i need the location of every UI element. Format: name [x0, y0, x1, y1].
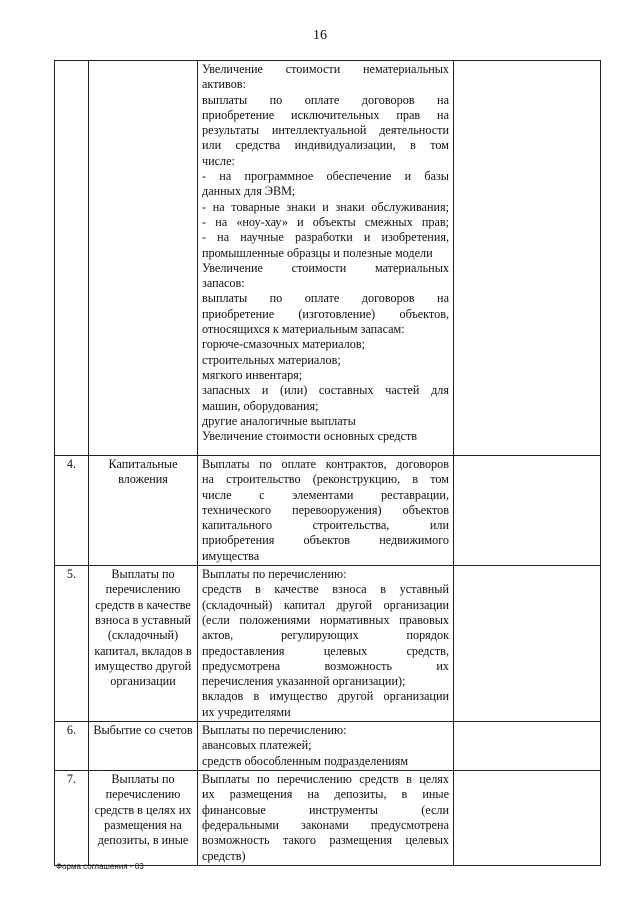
- description-line: активов:: [202, 77, 246, 92]
- description-line: или средства индивидуализации, в том: [202, 138, 449, 153]
- description-line: строительных материалов;: [202, 352, 341, 367]
- payment-type-cell: Выбытие со счетов: [89, 722, 198, 771]
- description-line: - на научные разработки и изобретения,: [202, 230, 449, 245]
- description-line: данных для ЭВМ;: [202, 184, 296, 199]
- description-line: их размещения на депозиты, в иные: [202, 787, 449, 802]
- description-line: имущества: [202, 548, 260, 563]
- description-line: другие аналогичные выплаты: [202, 413, 356, 428]
- table-row: [55, 61, 601, 456]
- table-row: [55, 456, 601, 566]
- description-line: мягкого инвентаря;: [202, 367, 303, 382]
- description-line: Увеличение стоимости основных средств: [202, 429, 418, 444]
- empty-cell: [454, 456, 601, 566]
- description-line: запасных и (или) составных частей для: [202, 383, 449, 398]
- row-number-cell: 4.: [55, 456, 89, 566]
- description-line: - на программное обеспечение и базы: [202, 169, 449, 184]
- description-cell: [198, 456, 454, 566]
- row-number-cell: [55, 61, 89, 456]
- description-line: средств в качестве взноса в уставный: [202, 582, 449, 597]
- description-line: перечисления указанной организации);: [202, 674, 406, 689]
- description-line: на строительство (реконструкцию, в том: [202, 472, 449, 487]
- description-line: актов, регулирующих порядок: [202, 628, 449, 643]
- payment-type-cell: Капитальные вложения: [89, 456, 198, 566]
- description-line: авансовых платежей;: [202, 738, 312, 753]
- payment-type-cell: Выплаты по перечислению средств в качестве взноса в уставный (складочный) капитал, вкладов в имущество другой организации: [89, 566, 198, 722]
- description-line: приобретение (изготовление) объектов,: [202, 306, 449, 321]
- empty-cell: [454, 566, 601, 722]
- description-cell: [198, 722, 454, 771]
- description-line: капитального строительства, или: [202, 518, 449, 533]
- description-line: возможность такого размещения целевых: [202, 833, 449, 848]
- description-line: горюче-смазочных материалов;: [202, 337, 365, 352]
- description-line: - на «ноу-хау» и объекты смежных прав;: [202, 214, 449, 229]
- description-line: приобретения объектов недвижимого: [202, 533, 449, 548]
- description-cell: [198, 771, 454, 866]
- description-line: Выплаты по перечислению средств в целях: [202, 772, 449, 787]
- description-cell: [198, 566, 454, 722]
- description-line: результаты интеллектуальной деятельности: [202, 123, 449, 138]
- description-line: (складочный) капитал другой организации: [202, 597, 449, 612]
- description-line: запасов:: [202, 276, 245, 291]
- description-line: машин, оборудования;: [202, 398, 319, 413]
- description-line: - на товарные знаки и знаки обслуживания;: [202, 199, 449, 214]
- description-line: федеральными законами предусмотрена: [202, 817, 449, 832]
- payment-type-cell: [89, 61, 198, 456]
- description-line: числе:: [202, 153, 235, 168]
- row-number-cell: 5.: [55, 566, 89, 722]
- description-line: числе с элементами реставрации,: [202, 487, 449, 502]
- empty-cell: [454, 771, 601, 866]
- footer-form-label: Форма соглашения - 03: [56, 862, 144, 871]
- table-row: [55, 566, 601, 722]
- description-line: Выплаты по перечислению:: [202, 567, 347, 582]
- table-row: [55, 771, 601, 866]
- description-line: выплаты по оплате договоров на: [202, 291, 449, 306]
- description-line: Увеличение стоимости нематериальных: [202, 62, 449, 76]
- description-line: предоставления целевых средств,: [202, 643, 449, 658]
- description-line: средств обособленным подразделениям: [202, 753, 409, 768]
- table-body: [55, 61, 601, 866]
- description-line: предусмотрена возможность их: [202, 658, 449, 673]
- row-number-cell: 7.: [55, 771, 89, 866]
- description-line: приобретение исключительных прав на: [202, 107, 449, 122]
- description-line: Выплаты по перечислению:: [202, 723, 347, 738]
- description-line: относящихся к материальным запасам:: [202, 322, 405, 337]
- description-line: Выплаты по оплате контрактов, договоров: [202, 457, 449, 471]
- description-line: финансовые инструменты (если: [202, 802, 449, 817]
- payment-type-cell: Выплаты по перечислению средств в целях их размещения на депозиты, в иные: [89, 771, 198, 866]
- description-line: выплаты по оплате договоров на: [202, 92, 449, 107]
- description-line: вкладов в имущество другой организации: [202, 689, 449, 704]
- description-line: технического перевооружения) объектов: [202, 502, 449, 517]
- page-number: 16: [313, 28, 327, 43]
- description-line: Увеличение стоимости материальных: [202, 260, 449, 275]
- table-row: [55, 722, 601, 771]
- empty-cell: [454, 722, 601, 771]
- empty-cell: [454, 61, 601, 456]
- agreement-table: [54, 60, 601, 866]
- description-line: (если положениями нормативных правовых: [202, 612, 449, 627]
- row-number-cell: 6.: [55, 722, 89, 771]
- description-cell: [198, 61, 454, 456]
- description-line: промышленные образцы и полезные модели: [202, 245, 433, 260]
- description-line: их учредителями: [202, 704, 291, 719]
- description-line: средств): [202, 848, 246, 863]
